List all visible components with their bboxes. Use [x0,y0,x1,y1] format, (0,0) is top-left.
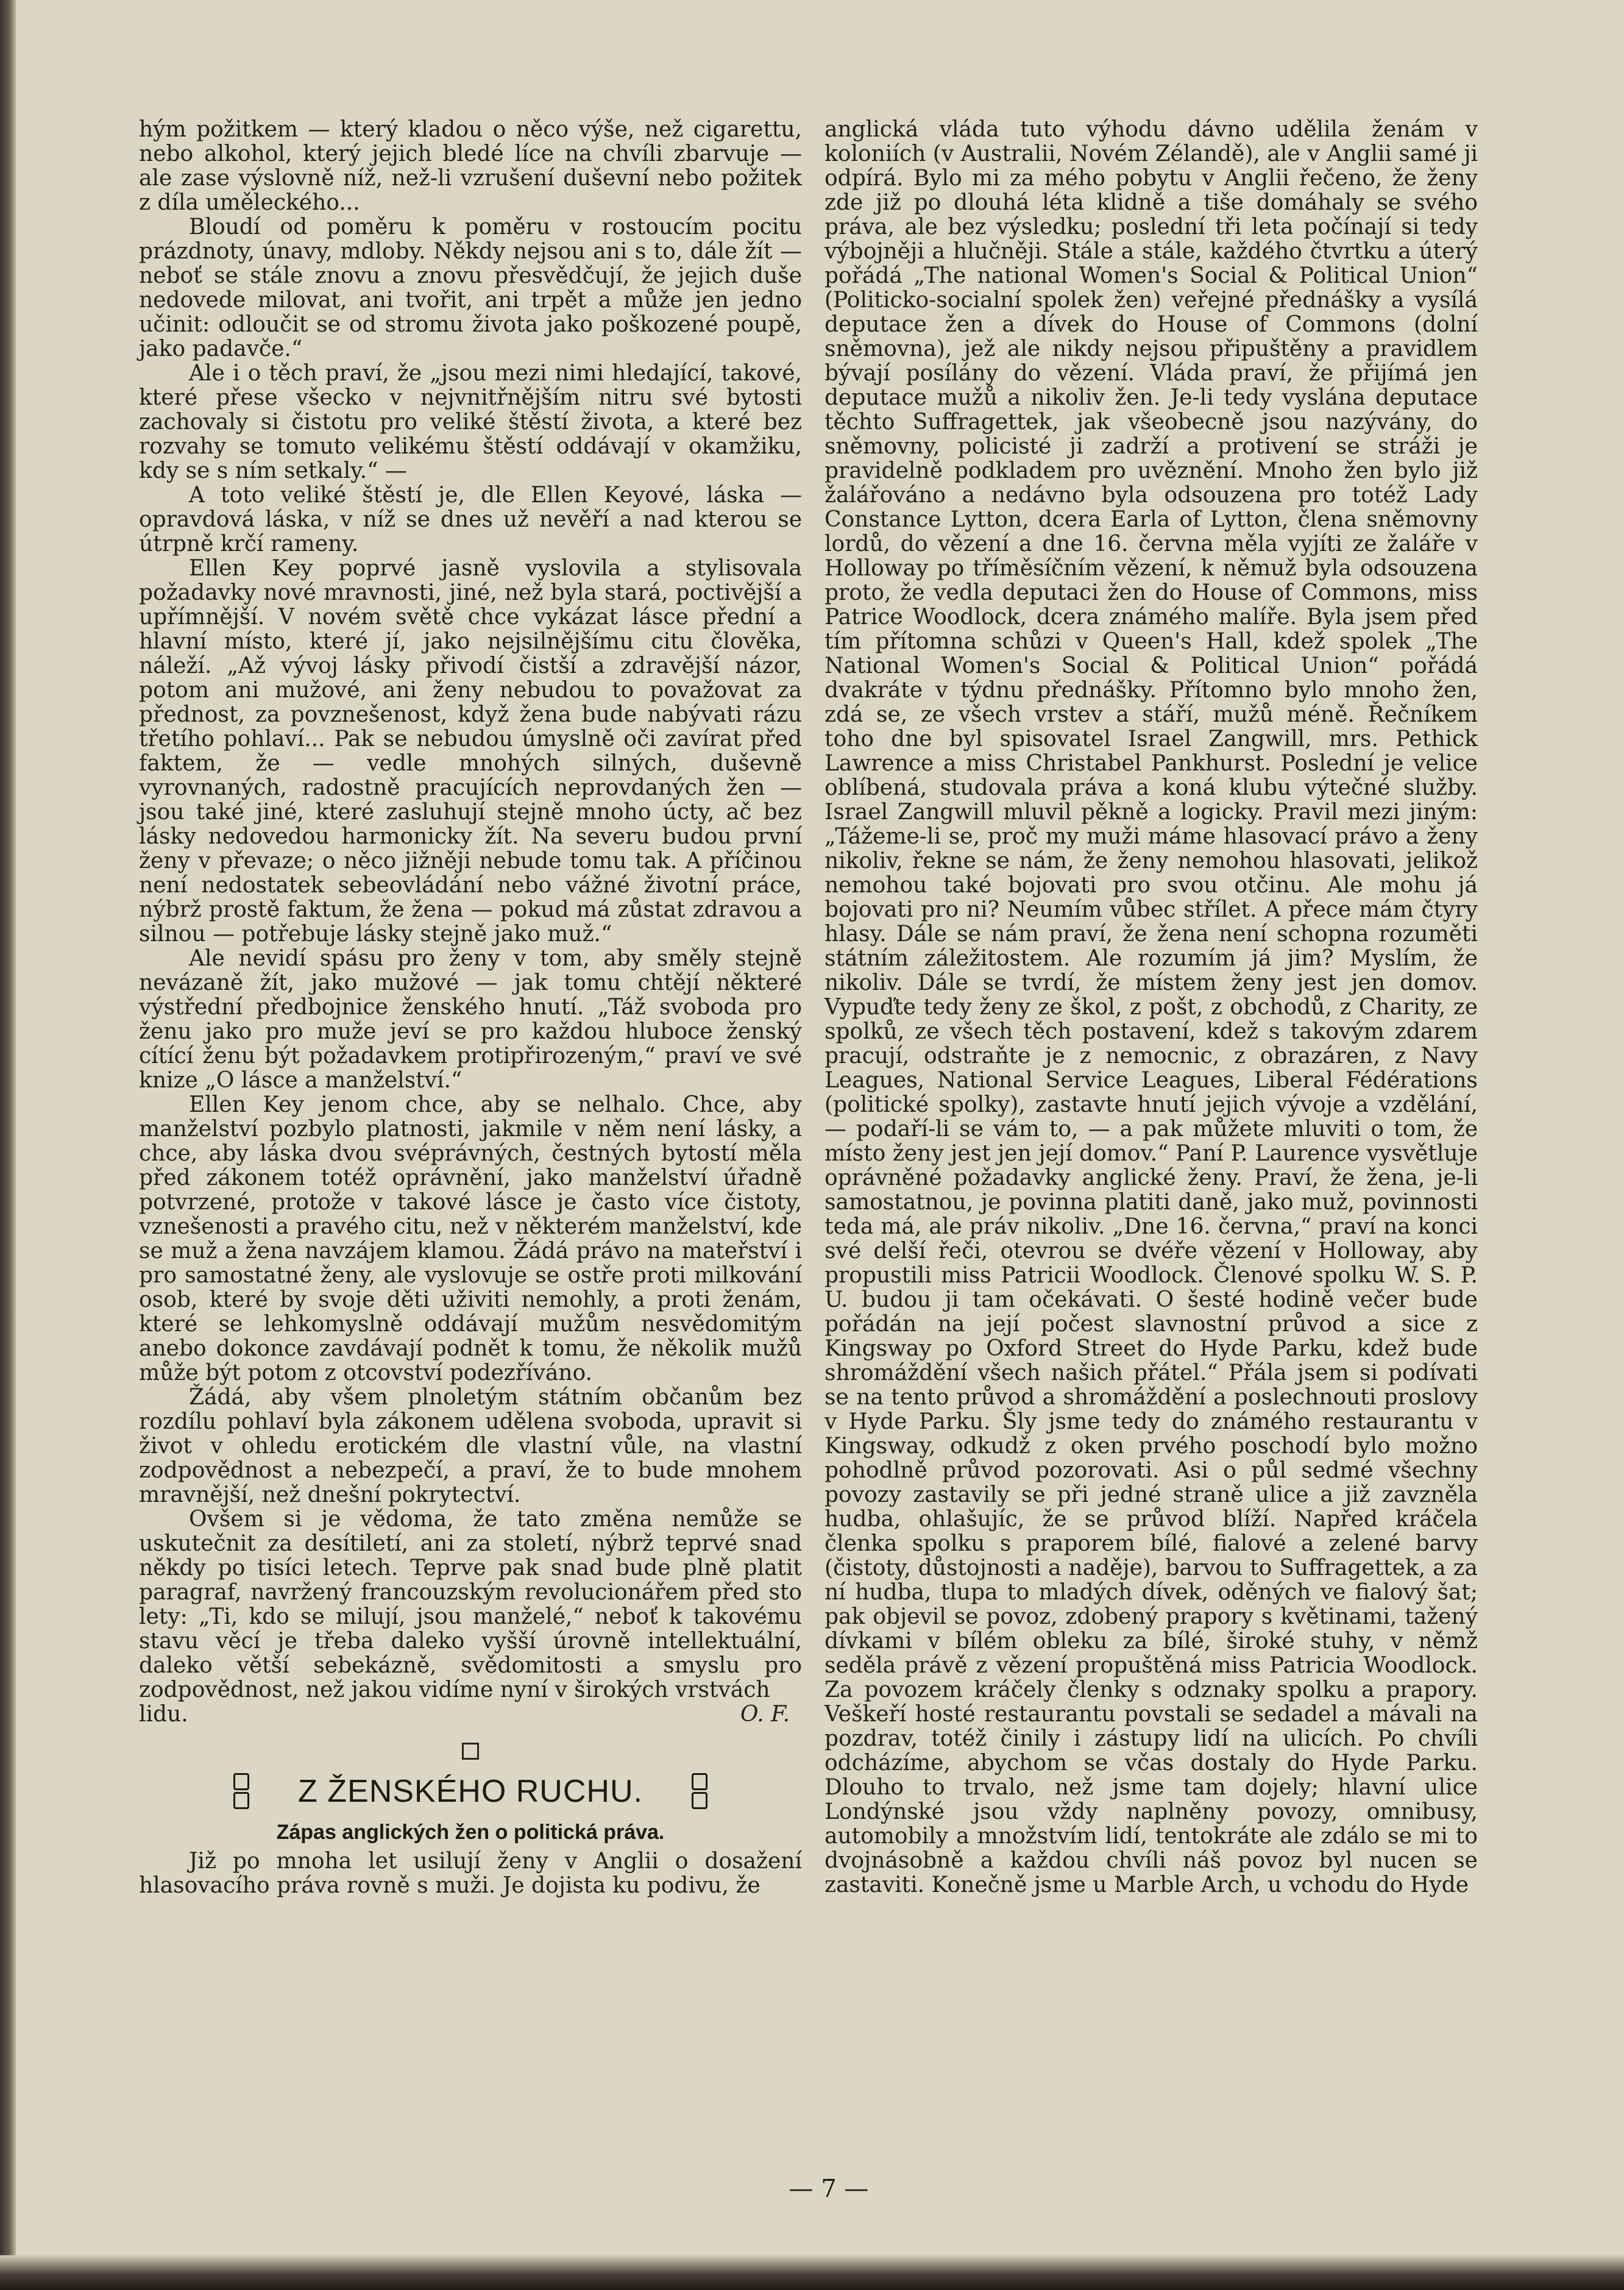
paragraph: Bloudí od poměru k poměru v rostoucím pocitu prázdnoty, únavy, mdloby. Někdy nejsou ani s to, dále žít — neboť se stále znovu a znovu přesvědčují, že jejich duše nedovede milovat, ani tvořit, ani trpět a může jen jedno učinit: odloučit se od stromu života jako poškozené poupě, jako padavče.“ [139,215,802,361]
page-bottom-edge [0,2255,1624,2290]
paragraph: Ovšem si je vědoma, že tato změna nemůže se uskutečnit za desítiletí, ani za století, nýbrž teprvé snad někdy po tisíci letech. Teprve pak snad bude plně platit paragraf, navržený francouzským revolucionářem před sto lety: „Ti, kdo se milují, jsou manželé,“ neboť k takovému stavu věcí je třeba daleko vyšší úrovně intellektuální, daleko větší sebekázně, svědomitosti a smyslu pro zodpovědnost, než jakou vidíme nyní v širokých vrstvách [139,1507,802,1702]
paragraph: Ellen Key jenom chce, aby se nelhalo. Chce, aby manželství pozbylo platnosti, jakmile v něm není lásky, a chce, aby láska dvou svéprávných, čestných bytostí měla před zákonem totéž oprávnění, jako manželství úřadně potvrzené, protože v takové lásce je často více čistoty, vznešenosti a pravého citu, než v některém manželství, kde se muž a žena navzájem klamou. Žádá právo na mateřství i pro samostatné ženy, ale vyslovuje se ostře proti milkování osob, které by svoje děti uživiti nemohly, a proti ženám, které se lehkomyslně oddávají mužům nesvědomitým anebo dokonce zavdávají podnět k tomu, že několik mužů může být potom z otcovství podezříváno. [139,1092,802,1385]
section-divider-square [462,1743,479,1760]
ornament-icon [233,1773,249,1809]
last-line: lidu. [139,1702,188,1727]
paragraph: Ellen Key poprvé jasně vyslovila a stylisovala požadavky nové mravnosti, jiné, než byla stará, poctivější a upřímnější. V novém světě chce vykázat lásce přední a hlavní místo, které jí, jako nejsilnějšímu citu člověka, náleží. „Až vývoj lásky přivodí čistší a zdravější názor, potom ani mužové, ani ženy nebudou to považovat za přednost, za povznešenost, když žena bude nabývati rázu třetího pohlaví... Pak se nebudou úmyslně oči zavírat před faktem, že — vedle mnohých silných, duševně vyrovnaných, radostně pracujících neprovdaných žen — jsou také jiné, které zasluhují stejně mnoho úcty, ač bez lásky nedovedou harmonicky žít. Na severu budou první ženy v převaze; o něco jižněji nebude tomu tak. A příčinou není nedostatek sebeovládání nebo vážné životní práce, nýbrž prostě faktum, že žena — pokud má zůstat zdravou a silnou — potřebuje lásky stejně jako muž.“ [139,556,802,947]
paragraph: hým požitkem — který kladou o něco výše, než cigarettu, nebo alkohol, který jejich bledé líce na chvíli zbarvuje — ale zase výslovně níž, než-li vzrušení duševní nebo požitek z díla uměleckého... [139,117,802,215]
left-column [139,118,802,1898]
paragraph: Již po mnoha let usilují ženy v Anglii o dosažení hlasovacího práva rovně s muži. Je dojista ku podivu, že [139,1849,802,1898]
section-heading-row [139,1773,802,1809]
author-signature: O. F. [740,1702,790,1727]
section-heading: Z ŽENSKÉHO RUCHU. [298,1773,643,1809]
paragraph: Žádá, aby všem plnoletým státním občanům bez rozdílu pohlaví byla zákonem udělena svoboda, upravit si život v ohledu erotickém dle vlastní vůle, na vlastní zodpovědnost a nebezpečí, a praví, že to bude mnohem mravnější, než dnešní pokrytectví. [139,1385,802,1507]
article-signature-line [139,1702,802,1727]
page-binding-edge [0,0,16,2290]
paragraph: anglická vláda tuto výhodu dávno udělila ženám v koloniích (v Australii, Novém Zélandě), ale v Anglii samé ji odpírá. Bylo mi za mého pobytu v Anglii řečeno, že ženy zde již po dlouhá léta klidně a tiše domáhaly se svého práva, ale bez výsledku; poslední tři leta počínají si tedy výbojněji a hlučněji. Stále a stále, každého čtvrtku a úterý pořádá „The national Women's Social & Political Union“ (Politicko-socialní spolek žen) veřejné přednášky a vysílá deputace žen a dívek do House of Commons (dolní sněmovna), jež ale nikdy nejsou připuštěny a pravidlem bývají posílány do vězení. Vláda praví, že přijímá jen deputace mužů a nikoliv žen. Je-li tedy vyslána deputace těchto Suffragettek, jak všeobecně jsou nazývány, do sněmovny, policisté ji zadrží a protivení se stráži je pravidelně podkladem pro uvěznění. Mnoho žen bylo již žalářováno a nedávno byla odsouzena pro totéž Lady Constance Lytton, dcera Earla of Lytton, člena sněmovny lordů, do vězení a dne 16. června měla vyjíti ze žaláře v Holloway po tříměsíčním vězení, k němuž byla odsouzena proto, že vedla deputaci žen do House of Commons, miss Patrice Woodlock, dcera známého malíře. Byla jsem před tím přítomna schůzi v Queen's Hall, kdež spolek „The National Women's Social & Political Union“ pořádá dvakráte v týdnu přednášky. Přítomno bylo mnoho žen, zdá se, ze všech vrstev a stáří, mužů méně. Řečníkem toho dne byl spisovatel Israel Zangwill, mrs. Pethick Lawrence a miss Christabel Pankhurst. Poslední je velice oblíbená, studovala práva a koná klubu výtečné služby. Israel Zangwill mluvil pěkně a logicky. Pravil mezi jiným: „Tážeme-li se, proč my muži máme hlasovací právo a ženy nikoliv, řekne se nám, že ženy nemohou hlasovati, jelikož nemohou také bojovati pro svou otčinu. Ale mohu já bojovati pro ni? Neumím vůbec střílet. A přece mám čtyry hlasy. Dále se nám praví, že žena není schopna rozuměti státním záležitostem. Ale rozumím já jim? Myslím, že nikoliv. Dále se tvrdí, že místem ženy jest jen domov. Vypuďte tedy ženy ze škol, z pošt, z obchodů, z Charity, ze spolků, ze všech těch postavení, kdež s takovým zdarem pracují, odstraňte je z nemocnic, z obrazáren, z Navy Leagues, National Service Leagues, Liberal Fédérations (politické spolky), zastavte hnutí jejich vývoje a vzdělání, — podaří-li se vám to, — a pak můžete mluviti o tom, že místo ženy jest jen její domov.“ Paní P. Laurence vysvětluje oprávněné požadavky anglické ženy. Praví, že žena, je-li samostatnou, je povinna platiti daně, jako muž, povinnosti teda má, ale práv nikoliv. „Dne 16. června,“ praví na konci své delší řeči, otevrou se dvéře vězení v Holloway, aby propustili miss Patricii Woodlock. Členové spolku W. S. P. U. budou ji tam očekávati. O šesté hodině večer bude pořádán na její počest slavnostní průvod a sice z Kingsway po Oxford Street do Hyde Parku, kdež bude shromáždění všech našich přátel.“ Přála jsem si podívati se na tento průvod a shromáždění a poslechnouti proslovy v Hyde Parku. Šly jsme tedy do známého restaurantu v Kingsway, odkudž z oken prvého poschodí bylo možno pohodlně průvod pozorovati. Asi o půl sedmé všechny povozy zastavily se při jedné straně ulice a již zavzněla hudba, ohlašujíc, že se průvod blíží. Napřed kráčela členka spolku s praporem bílé, fialové a zelené barvy (čistoty, důstojnosti a naděje), barvou to Suffragettek, a za ní hudba, tlupa to mladých dívek, oděných ve fialový šat; pak objevil se povoz, zdobený prapory s květinami, tažený dívkami v bílém obleku za bílé, široké stuhy, v němž seděla právě z vězení propuštěná miss Patricia Woodlock. Za povozem kráčely členky s odznaky spolku a prapory. Veškeří hosté restaurantu povstali se sedadel a mávali na pozdrav, totéž činily i zástupy lidí na ulicích. Po chvíli odcházíme, abychom se včas dostaly do Hyde Parku. Dlouho to trvalo, než jsme tam dojely; hlavní ulice Londýnské jsou vždy naplněny povozy, omnibusy, automobily a množstvím lidí, tentokráte ale zdálo se mi to dvojnásobně a každou chvíli náš povoz byl nucen se zastaviti. Konečně jsme u Marble Arch, u vchodu do Hyde [824,117,1478,1897]
paragraph: Ale nevidí spásu pro ženy v tom, aby směly stejně nevázaně žít, jako mužové — jak tomu chtějí některé výstřední předbojnice ženského hnutí. „Táž svoboda pro ženu jako pro muže jeví se pro každou hluboce ženský cítící ženu být požadavkem protipřirozeným,“ praví ve své knize „O lásce a manželství.“ [139,946,802,1093]
right-column [824,118,1478,1897]
article-subheading: Zápas anglických žen o politická práva. [276,1821,665,1844]
ornament-icon [692,1773,707,1809]
page-number: — 7 — [789,2175,869,2203]
paragraph: Ale i o těch praví, že „jsou mezi nimi hledající, takové, které přese všecko v nejvnitřnějším nitru své bytosti zachovaly si čistotu pro veliké štěstí života, a které bez rozvahy se tomuto velikému štěstí oddávají v okamžiku, kdy se s ním setkaly.“ — [139,361,802,483]
paragraph: A toto veliké štěstí je, dle Ellen Keyové, láska — opravdová láska, v níž se dnes už nevěří a nad kterou se útrpně krčí rameny. [139,483,802,556]
